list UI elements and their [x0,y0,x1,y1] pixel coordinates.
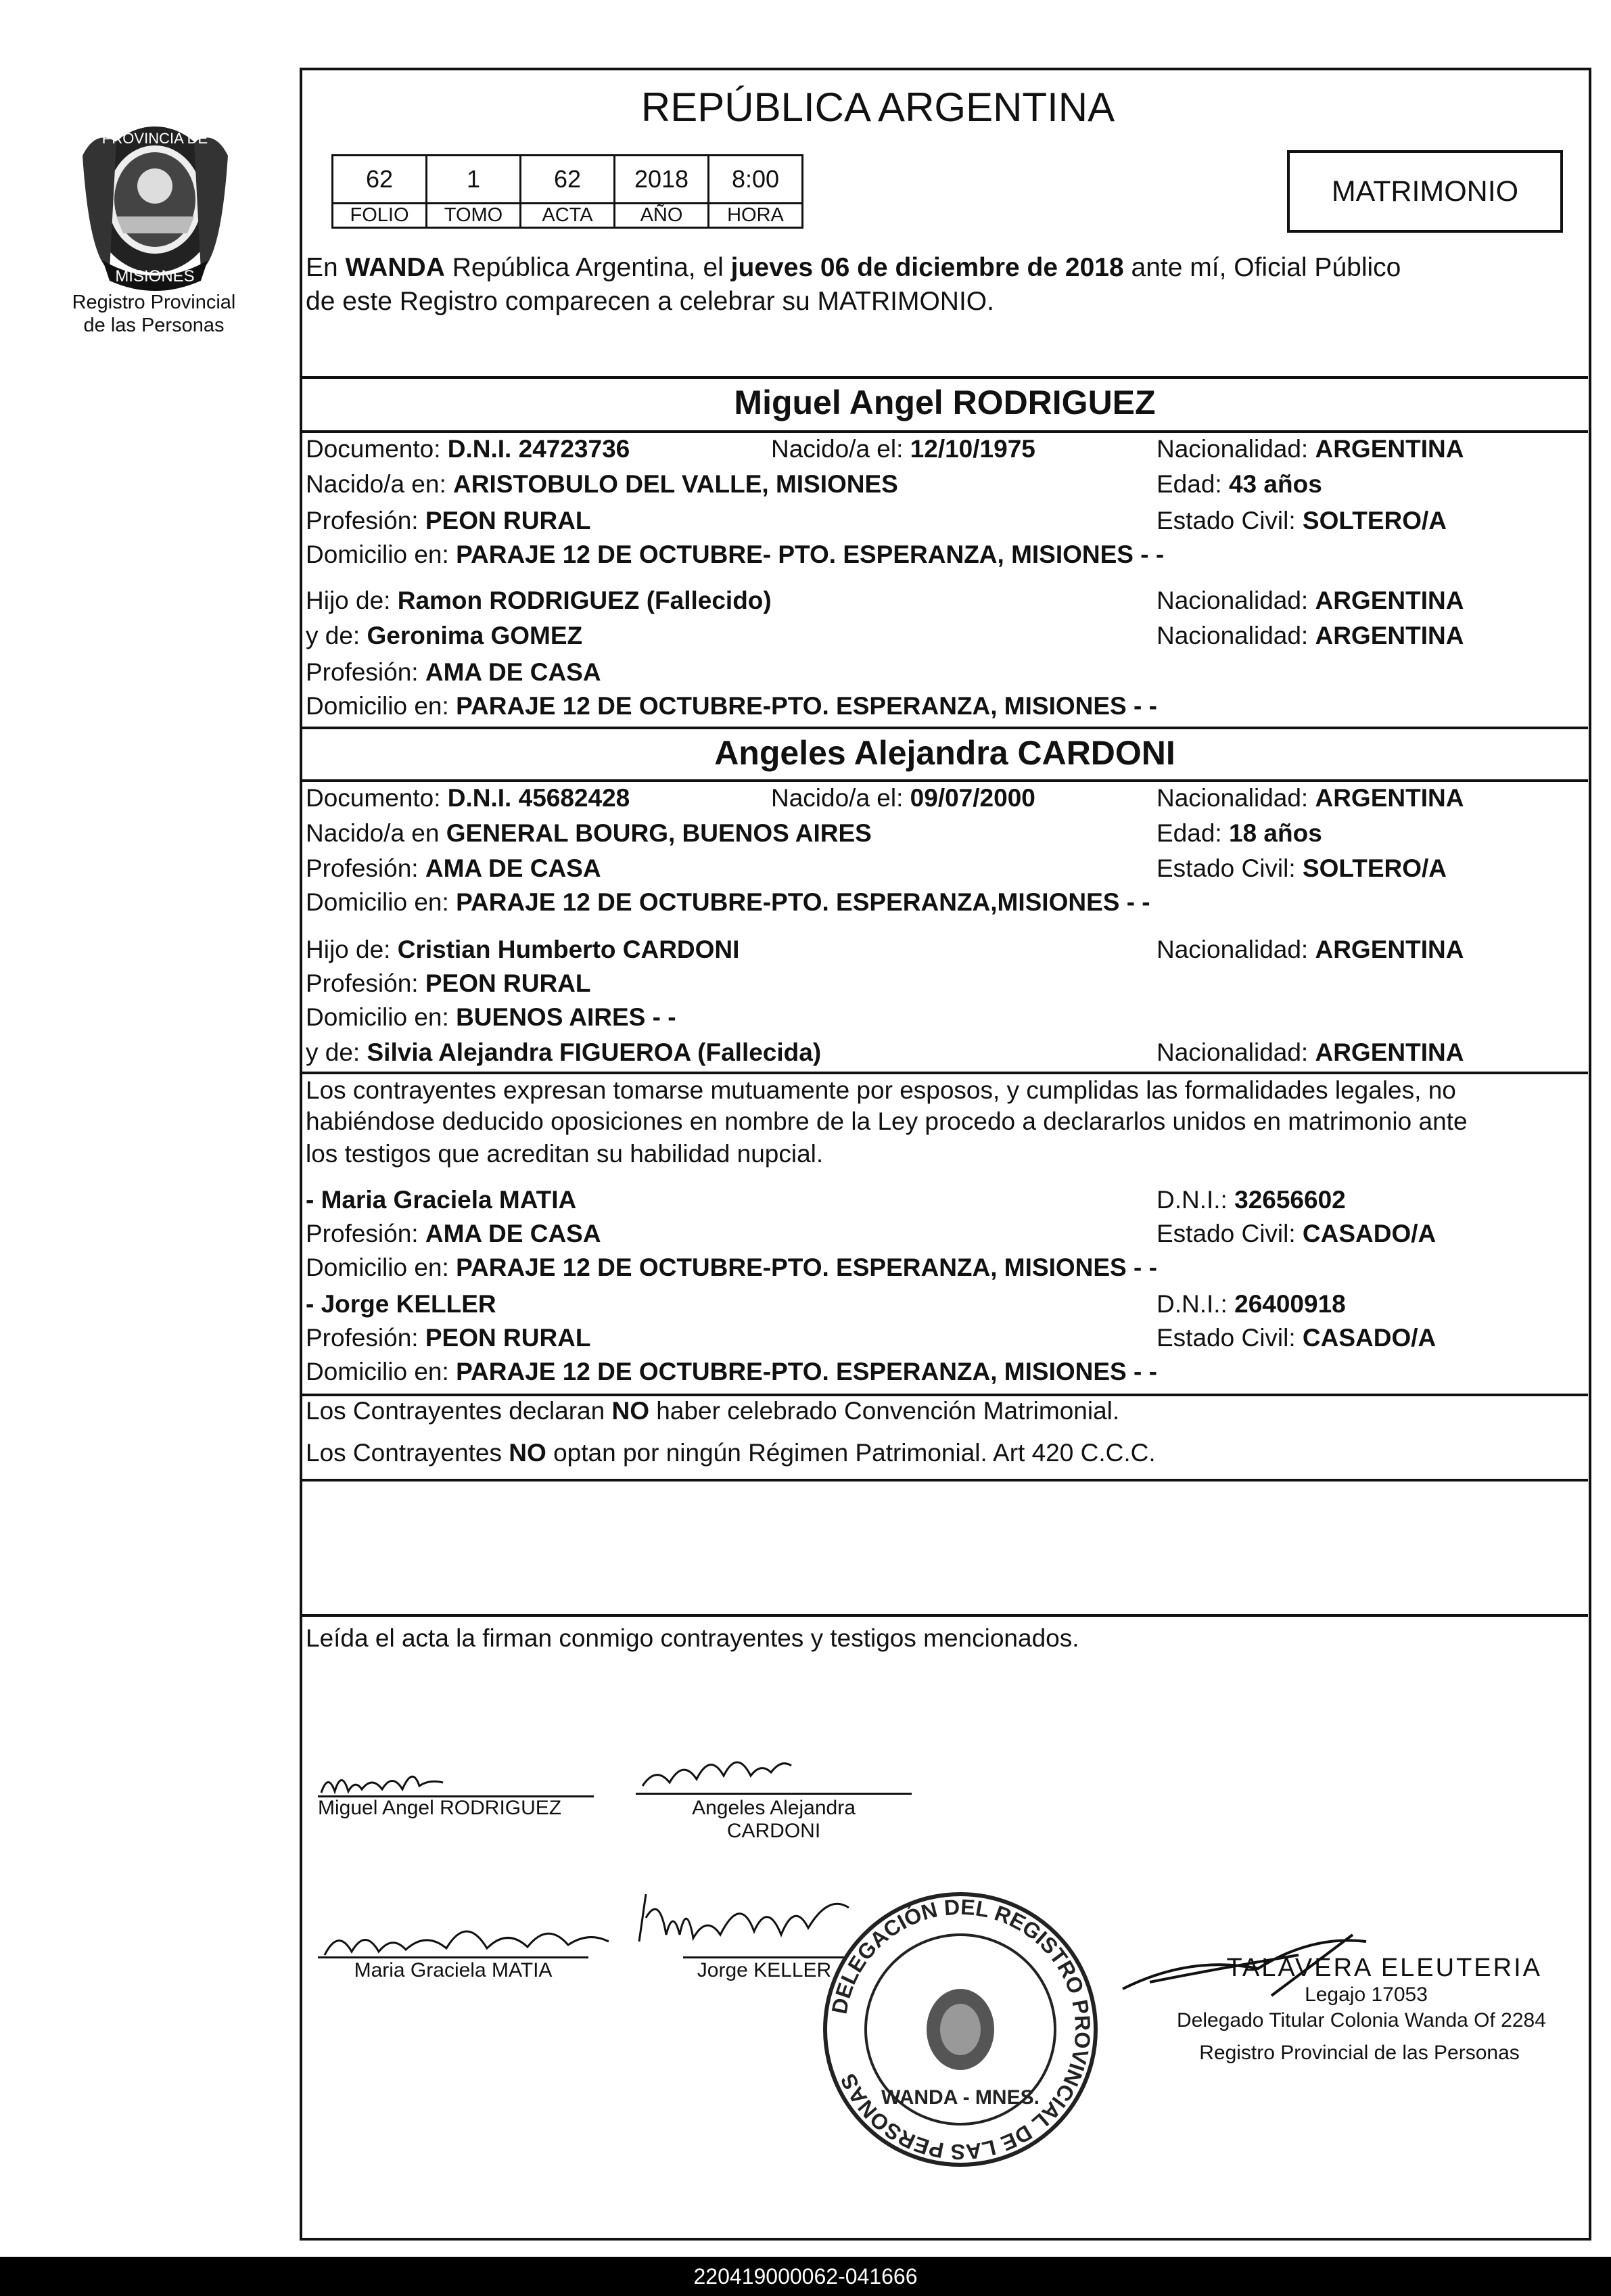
field-value: ARGENTINA [1315,435,1464,463]
field-value: BUENOS AIRES - - [456,1003,676,1031]
official-legajo: Legajo 17053 [1305,1983,1428,2006]
field-value: ARGENTINA [1315,1038,1464,1066]
field-label: D.N.I.: [1157,1290,1235,1318]
person2-father-profession [306,969,591,998]
person2-document [306,783,630,813]
registry-stamp [818,1887,1102,2172]
intro-text-b: República Argentina, el [444,253,731,282]
person1-profession [306,506,591,536]
seal-ring-text: PROVINCIA DE [101,130,208,147]
signature-name-jorge: Jorge KELLER [697,1959,832,1981]
person2-birthdate [771,783,1035,813]
field-value: ARGENTINA [1315,936,1464,963]
field-value: CASADO/A [1302,1324,1437,1352]
person1-birthplace [306,469,898,499]
convention-text: Los Contrayentes declaran [306,1397,612,1425]
folio-value: 62 [333,156,427,204]
logo-caption [51,291,257,337]
acta-reference-table [331,154,803,229]
person1-document [306,434,630,464]
field-label: Profesión: [306,507,425,534]
field-value: PEON RURAL [425,1324,591,1352]
field-label: Domicilio en: [306,1003,457,1031]
anio-label: AÑO [615,204,709,228]
witness-name: Jorge KELLER [321,1290,496,1318]
field-value: PARAJE 12 DE OCTUBRE-PTO. ESPERANZA, MISIONES - - [456,1358,1157,1385]
field-label: y de: [306,1038,367,1066]
divider [302,1072,1588,1074]
signature-name-angeles [636,1797,912,1843]
intro-text-c: ante mí, Oficial Público [1123,253,1401,282]
witness2-dni [1157,1289,1346,1319]
field-value: ARISTOBULO DEL VALLE, MISIONES [453,470,898,498]
intro-line-2: de este Registro comparecen a celebrar su MATRIMONIO. [306,287,994,316]
logo-caption-line2: de las Personas [83,315,225,336]
field-value: PEON RURAL [425,507,591,534]
person2-father-nationality [1157,935,1464,965]
signature-name-miguel: Miguel Angel RODRIGUEZ [318,1797,562,1819]
divider [302,727,1588,729]
divider [302,1614,1588,1617]
field-value: AMA DE CASA [425,1220,601,1247]
person2-profession [306,854,601,883]
field-label: Domicilio en: [306,541,457,568]
divider [302,376,1588,379]
act-type-box: MATRIMONIO [1287,150,1563,233]
field-label: Hijo de: [306,936,398,963]
convention-text: haber celebrado Convención Matrimonial. [649,1397,1120,1425]
person1-mother-nationality [1157,621,1464,651]
official-registry: Registro Provincial de las Personas [1199,2042,1520,2064]
field-label: Estado Civil: [1157,854,1303,882]
field-label: Domicilio en: [306,692,457,720]
convention-no: NO [611,1397,649,1425]
witness2-name [306,1289,496,1319]
tomo-value: 1 [427,156,521,204]
divider [302,1479,1588,1482]
person1-name: Miguel Angel RODRIGUEZ [734,384,1156,421]
witness2-address [306,1357,1157,1387]
field-label: Nacido/a en [306,819,446,847]
divider [302,779,1588,782]
field-value: AMA DE CASA [425,658,601,686]
field-label: Nacionalidad: [1157,784,1315,812]
person2-father [306,935,739,965]
folio-label: FOLIO [333,204,427,228]
declaration-line-1: Los contrayentes expresan tomarse mutuamente por esposos, y cumplidas las formalidades legales, no [306,1076,1456,1104]
field-label: Profesión: [306,658,425,686]
document-barcode-footer: 220419000062-041666 [0,2257,1611,2296]
person2-name: Angeles Alejandra CARDONI [714,734,1175,772]
convention-text: Los Contrayentes [306,1439,509,1467]
person2-address [306,888,1150,917]
stamp-bottom-text: WANDA - MNES. [881,2086,1040,2109]
acta-label: ACTA [521,204,615,228]
person1-age [1157,469,1322,499]
field-label: Estado Civil: [1157,1324,1303,1352]
field-label: Documento: [306,435,448,463]
field-label: y de: [306,622,367,649]
field-value: Silvia Alejandra FIGUEROA (Fallecida) [367,1038,822,1066]
field-value: PARAJE 12 DE OCTUBRE- PTO. ESPERANZA, MISIONES - - [456,541,1165,568]
field-label: Nacionalidad: [1157,587,1315,614]
field-value: ARGENTINA [1315,587,1464,614]
declaration-line-3: los testigos que acreditan su habilidad nupcial. [306,1140,824,1168]
convention-no: NO [509,1439,546,1467]
field-label: Nacionalidad: [1157,1038,1315,1066]
field-value: 12/10/1975 [910,435,1035,463]
person2-birthplace [306,819,872,848]
field-value: AMA DE CASA [425,854,601,882]
person1-parent-address [306,691,1157,721]
intro-city: WANDA [345,253,445,282]
witness2-profession [306,1323,591,1353]
field-label: Domicilio en: [306,1358,457,1385]
person2-civil-status [1157,854,1447,883]
signature-line [636,1793,912,1795]
acta-value: 62 [521,156,615,204]
field-value: ARGENTINA [1315,784,1464,812]
signature-line [318,1956,588,1958]
field-value: PARAJE 12 DE OCTUBRE-PTO. ESPERANZA, MISIONES - - [456,692,1157,720]
person1-father-nationality [1157,586,1464,616]
person1-address [306,540,1164,570]
field-label: Nacido/a el: [771,435,910,463]
closing-text: Leída el acta la firman conmigo contrayentes y testigos mencionados. [306,1624,1079,1652]
field-label: Domicilio en: [306,888,457,916]
field-label: Profesión: [306,969,425,997]
witness-prefix: - [306,1290,321,1318]
person1-parent-profession [306,658,601,687]
field-value: Cristian Humberto CARDONI [397,936,740,963]
person2-mother-nationality [1157,1038,1464,1067]
field-label: Documento: [306,784,448,812]
field-label: Hijo de: [306,587,398,614]
field-value: 32656602 [1234,1186,1346,1214]
field-value: Ramon RODRIGUEZ (Fallecido) [397,587,772,614]
person1-civil-status [1157,506,1447,536]
field-value: PARAJE 12 DE OCTUBRE-PTO. ESPERANZA, MISIONES - - [456,1254,1157,1281]
field-value: 26400918 [1234,1290,1346,1318]
witness1-name [306,1185,576,1215]
logo-caption-line1: Registro Provincial [72,292,236,313]
field-value: 18 años [1228,819,1322,847]
intro-text-a: En [306,253,346,282]
signature-name-line1: Angeles Alejandra [692,1797,856,1819]
signature-name-maria: Maria Graciela MATIA [354,1959,553,1981]
field-label: Nacionalidad: [1157,435,1315,463]
witness2-civil-status [1157,1323,1436,1353]
person1-birthdate [771,434,1035,464]
field-label: D.N.I.: [1157,1186,1235,1214]
field-value: 43 años [1228,470,1322,498]
signature-maria [318,1901,615,1969]
signature-name-line2: CARDONI [726,1820,821,1842]
person2-mother [306,1038,821,1067]
hora-value: 8:00 [709,156,803,204]
tomo-label: TOMO [427,204,521,228]
anio-value: 2018 [615,156,709,204]
field-label: Nacido/a el: [771,784,910,812]
witness1-address [306,1253,1157,1283]
person2-nationality [1157,783,1464,813]
field-value: SOLTERO/A [1302,507,1447,534]
field-label: Nacionalidad: [1157,622,1315,649]
intro-line-1 [306,253,1401,283]
official-title: Delegado Titular Colonia Wanda Of 2284 [1177,2009,1546,2031]
witness-name: Maria Graciela MATIA [321,1186,577,1214]
field-value: PEON RURAL [425,969,591,997]
field-label: Edad: [1157,819,1229,847]
page-title: REPÚBLICA ARGENTINA [640,85,1115,130]
declaration-line-2: habiéndose deducido oposiciones en nombre de la Ley procedo a declararlos unidos en matrimonio ante [306,1107,1468,1135]
field-value: D.N.I. 24723736 [447,435,630,463]
stamp-ring-text: DELEGACIÓN DEL REGISTRO PROVINCIAL DE LAS PERSONAS [826,1894,1096,2165]
field-label: Profesión: [306,1324,425,1352]
field-label: Profesión: [306,1220,425,1247]
field-value: ARGENTINA [1315,622,1464,649]
seal-ribbon-text: MISIONES [115,267,195,285]
person1-father [306,586,772,616]
witness-prefix: - [306,1186,321,1214]
convention-line-2 [306,1438,1156,1468]
field-value: 09/07/2000 [910,784,1035,812]
field-value: Geronima GOMEZ [367,622,583,649]
field-label: Estado Civil: [1157,1220,1303,1247]
field-label: Domicilio en: [306,1254,457,1281]
field-label: Nacionalidad: [1157,936,1315,963]
person1-mother [306,621,582,651]
field-value: CASADO/A [1302,1220,1437,1247]
field-label: Edad: [1157,470,1229,498]
field-label: Nacido/a en: [306,470,454,498]
person1-nationality [1157,434,1464,464]
field-label: Estado Civil: [1157,507,1303,534]
divider [302,430,1588,433]
field-value: PARAJE 12 DE OCTUBRE-PTO. ESPERANZA,MISIONES - - [456,888,1150,916]
witness1-profession [306,1219,601,1249]
convention-line-1 [306,1396,1119,1426]
intro-date: jueves 06 de diciembre de 2018 [730,253,1124,282]
convention-text: optan por ningún Régimen Patrimonial. Art 420 C.C.C. [546,1439,1156,1467]
field-value: SOLTERO/A [1302,854,1447,882]
witness1-civil-status [1157,1219,1436,1249]
hora-label: HORA [709,204,803,228]
registry-logo [76,115,235,291]
signature-angeles [636,1739,798,1799]
person2-father-address [306,1003,676,1032]
provincial-seal-icon [76,115,235,291]
witness1-dni [1157,1185,1346,1215]
field-value: D.N.I. 45682428 [447,784,630,812]
official-name: TALAVERA ELEUTERIA [1226,1954,1542,1982]
field-value: GENERAL BOURG, BUENOS AIRES [446,819,872,847]
field-label: Profesión: [306,854,425,882]
person2-age [1157,819,1322,848]
